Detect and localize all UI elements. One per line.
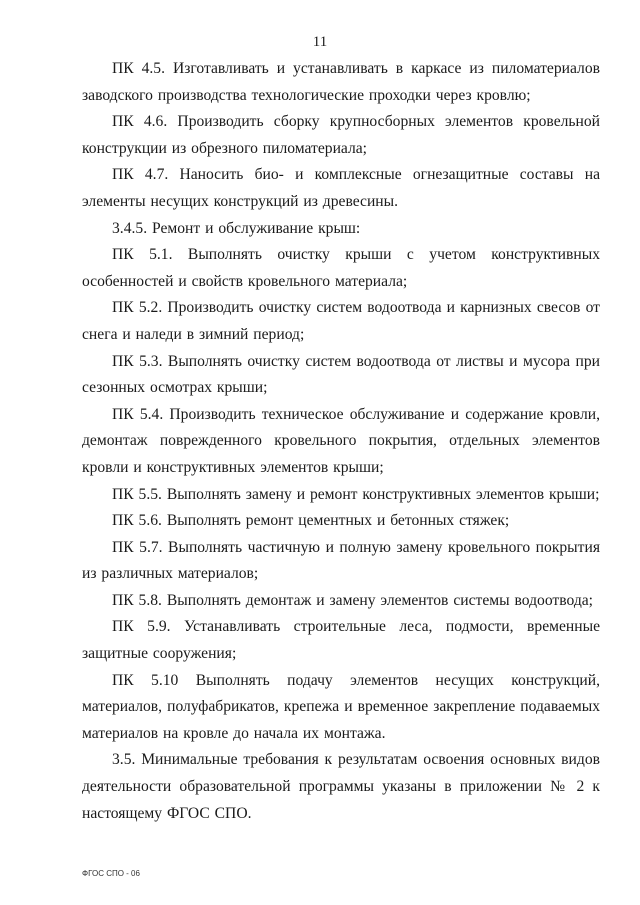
paragraph-pk-5-7: ПК 5.7. Выполнять частичную и полную замену кровельного покрытия из различных материалов; — [82, 538, 600, 583]
paragraph-pk-5-3: ПК 5.3. Выполнять очистку систем водоотвода от листвы и мусора при сезонных осмотрах крыши; — [82, 352, 600, 397]
paragraph-pk-4-5: ПК 4.5. Изготавливать и устанавливать в каркасе из пиломатериалов заводского производства технологические проходки через кровлю; — [82, 60, 600, 104]
paragraph-pk-5-1: ПК 5.1. Выполнять очистку крыши с учетом конструктивных особенностей и свойств кровельного материала; — [82, 246, 600, 290]
paragraph-pk-5-5: ПК 5.5. Выполнять замену и ремонт конструктивных элементов крыши; — [112, 485, 600, 503]
section-heading-3-4-5: 3.4.5. Ремонт и обслуживание крыш: — [112, 219, 361, 237]
paragraph-pk-5-10: ПК 5.10 Выполнять подачу элементов несущих конструкций, материалов, полуфабрикатов, крепежа и временное закрепление подаваемых материалов на кровле до начала их монтажа. — [82, 671, 600, 742]
footer-code: ФГОС СПО - 06 — [82, 869, 140, 878]
paragraph-pk-5-8: ПК 5.8. Выполнять демонтаж и замену элементов системы водоотвода; — [112, 591, 594, 609]
paragraph-pk-5-4: ПК 5.4. Производить техническое обслуживание и содержание кровли, демонтаж поврежденного кровельного покрытия, отдельных элементов кровли и конструктивных элементов крыши; — [82, 405, 600, 476]
paragraph-3-5: 3.5. Минимальные требования к результатам освоения основных видов деятельности образовательной программы указаны в приложении № 2 к настоящему ФГОС СПО. — [82, 751, 600, 822]
paragraph-pk-4-6: ПК 4.6. Производить сборку крупносборных элементов кровельной конструкции из обрезного пиломатериала; — [82, 113, 600, 157]
paragraph-pk-5-9: ПК 5.9. Устанавливать строительные леса, подмости, временные защитные сооружения; — [82, 618, 600, 663]
paragraph-pk-5-6: ПК 5.6. Выполнять ремонт цементных и бетонных стяжек; — [112, 512, 510, 530]
paragraph-pk-5-2: ПК 5.2. Производить очистку систем водоотвода и карнизных свесов от снега и наледи в зимний период; — [82, 299, 600, 343]
document-body — [82, 56, 600, 827]
paragraph-pk-4-7: ПК 4.7. Наносить био- и комплексные огнезащитные составы на элементы несущих конструкций из древесины. — [82, 166, 600, 210]
page-number: 11 — [312, 34, 328, 50]
